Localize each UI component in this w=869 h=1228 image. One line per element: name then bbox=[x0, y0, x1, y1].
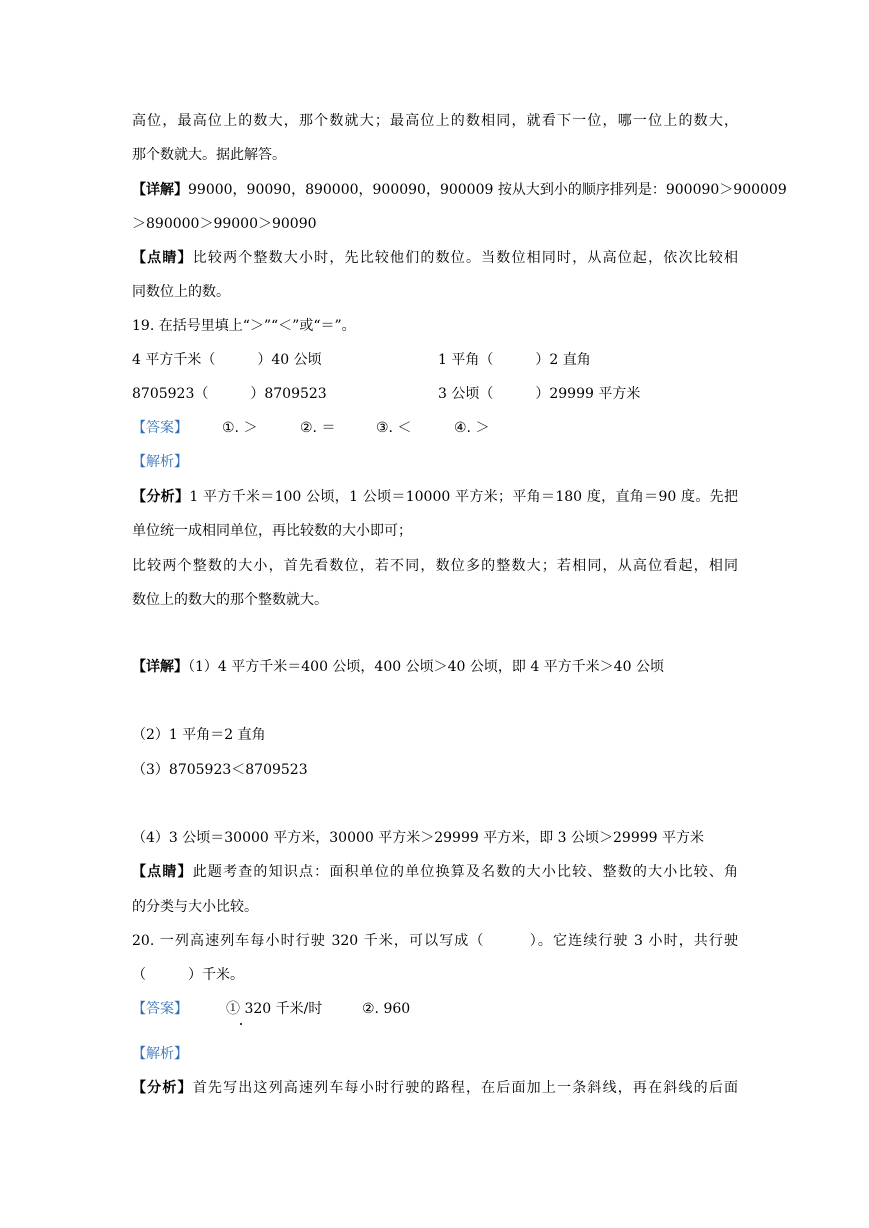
q19-item-1: 4 平方千米（ ）40 公顷 bbox=[132, 352, 322, 368]
dianjing-text: 比较两个整数大小时，先比较他们的数位。当数位相同时，从高位起，依次比较相 bbox=[192, 250, 738, 266]
analysis-line bbox=[132, 1078, 738, 1098]
text-line: （4）3 公顷＝30000 平方米，30000 平方米＞29999 平方米，即 3 公顷＞29999 平方米 bbox=[132, 830, 705, 846]
analysis-text: 首先写出这列高速列车每小时行驶的路程，在后面加上一条斜线，再在斜线的后面 bbox=[192, 1080, 738, 1096]
text-line: 比较两个整数的大小，首先看数位，若不同，数位多的整数大；若相同，从高位看起，相同 bbox=[132, 558, 738, 574]
dianjing-line bbox=[132, 862, 738, 882]
fenxi-tag: 【分析】 bbox=[132, 489, 190, 505]
answer-2: ②. 960 bbox=[362, 1001, 411, 1017]
dianjing-tag: 【点睛】 bbox=[132, 864, 193, 880]
dianjing-line bbox=[132, 248, 738, 268]
dianjing-tag: 【点睛】 bbox=[132, 250, 193, 266]
jiexi-tag: 【解析】 bbox=[132, 1046, 188, 1062]
text-line: 同数位上的数。 bbox=[132, 284, 230, 300]
text-line: 数位上的数大的那个整数就大。 bbox=[132, 592, 328, 608]
q19-item-3: 8705923（ ）8709523 bbox=[132, 386, 327, 402]
answer-tag: 【答案】 bbox=[132, 420, 188, 436]
detail-tag: 【详解】 bbox=[132, 659, 188, 675]
detail-line bbox=[132, 180, 787, 200]
dianjing-text: 此题考查的知识点：面积单位的单位换算及名数的大小比较、整数的大小比较、角 bbox=[192, 864, 738, 880]
detail-text: 99000，90090，890000，900090，900009 按从大到小的顺序排列是：900090＞900009 bbox=[188, 182, 787, 198]
analysis-text: 1 平方千米＝100 公顷，1 公顷＝10000 平方米；平角＝180 度，直角＝90 度。先把 bbox=[189, 489, 739, 505]
text-line: 单位统一成相同单位，再比较数的大小即可； bbox=[132, 523, 412, 539]
analysis-line bbox=[132, 487, 738, 507]
text-line: 那个数就大。据此解答。 bbox=[132, 147, 286, 163]
text-line: （2）1 平角＝2 直角 bbox=[132, 727, 266, 743]
detail-tag: 【详解】 bbox=[132, 182, 188, 198]
text-line: ＞890000＞99000＞90090 bbox=[132, 216, 317, 232]
answer-4: ④. ＞ bbox=[454, 420, 490, 436]
text-line: 的分类与大小比较。 bbox=[132, 899, 258, 915]
q19-item-2: 1 平角（ ）2 直角 bbox=[438, 352, 591, 368]
answer-tag: 【答案】 bbox=[132, 1001, 188, 1017]
q19-item-4: 3 公顷（ ）29999 平方米 bbox=[438, 386, 641, 402]
text-line: 高位，最高位上的数大，那个数就大；最高位上的数相同，就看下一位，哪一位上的数大， bbox=[132, 113, 738, 129]
text-line: （3）8705923＜8709523 bbox=[132, 762, 308, 778]
answer-2: ②. ＝ bbox=[300, 420, 336, 436]
answer-1: ① 320 千米/时 bbox=[226, 1001, 323, 1017]
stray-dot bbox=[240, 1023, 242, 1025]
fenxi-tag: 【分析】 bbox=[132, 1080, 193, 1096]
question-20-title: 20. 一列高速列车每小时行驶 320 千米，可以写成（ ）。它连续行驶 3 小时，共行驶 bbox=[132, 933, 738, 949]
answer-1: ①. ＞ bbox=[222, 420, 258, 436]
answer-3: ③. ＜ bbox=[376, 420, 412, 436]
text-line: （ ）千米。 bbox=[132, 967, 244, 983]
detail-line bbox=[132, 657, 664, 677]
jiexi-tag: 【解析】 bbox=[132, 454, 188, 470]
detail-text: （1）4 平方千米＝400 公顷，400 公顷＞40 公顷，即 4 平方千米＞40 公顷 bbox=[188, 659, 664, 675]
question-19-title: 19. 在括号里填上“＞”“＜”或“＝”。 bbox=[132, 318, 356, 334]
